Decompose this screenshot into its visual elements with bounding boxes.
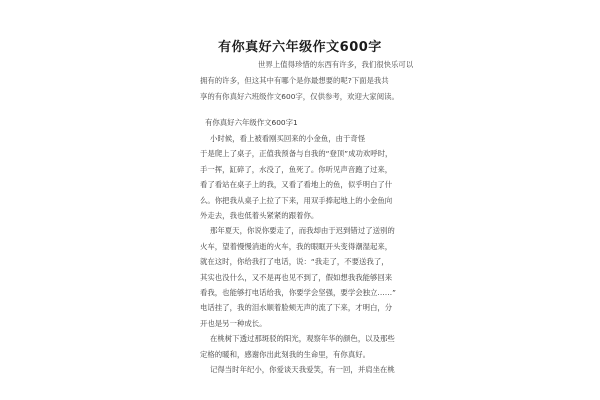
- intro-line: 享的有你真好六班级作文600字，仅供参考，欢迎大家阅读。: [200, 92, 399, 101]
- body-line: 那年夏天，你说你要走了，而我却由于迟到错过了送别的: [210, 226, 395, 236]
- body-line: 其实也没什么，又不是再也见不到了，假如想我我能够回来: [200, 272, 393, 282]
- body-line: 于是爬上了桌子，正值我预备与自我的“登顶”成功欢呼时，: [200, 149, 393, 159]
- body-line: 就在这时，你给我打了电话，说：“我走了，不要送我了，: [200, 257, 389, 267]
- body-line: 么。你把我从桌子上拉了下来，用双手捧起地上的小金鱼向: [200, 195, 393, 205]
- body-line: 记得当时年纪小，你爱谈天我爱笑，有一回，并肩坐在桃: [210, 365, 395, 375]
- body-line: 电话挂了，我的泪水顺着脸颊无声的流了下来，才明白，分: [200, 303, 393, 313]
- body-line: 外走去，我也低着头紧紧的跟着你。: [200, 211, 319, 221]
- intro-paragraph: [200, 57, 430, 105]
- body-line: 火车，望着慢慢消逝的火车，我的眼眶开头变得潮湿起来，: [200, 241, 393, 251]
- body-line: 看我，也能够打电话给我，你要学会坚强，要学会独立……”: [200, 288, 396, 298]
- body-line: 开也是另一种成长。: [200, 318, 267, 328]
- intro-line: 拥有的许多，但这其中有哪个是你最想要的呢?下面是我共: [200, 76, 389, 85]
- body-line: 看了看站在桌子上的我，又看了看地上的鱼，似乎明白了什: [200, 180, 393, 190]
- article-body: [200, 115, 435, 378]
- body-line: 定格的暖和，感谢你出此刻我的生命里，有你真好。: [200, 349, 370, 359]
- section-heading: 有你真好六年级作文600字1: [205, 118, 298, 127]
- body-line: 在桃树下透过那斑驳的阳光，观察年华的颜色，以及那些: [210, 334, 395, 344]
- intro-line: 世界上值得珍惜的东西有许多，我们很快乐可以: [258, 60, 414, 69]
- document-title: 有你真好六年级作文600字: [218, 40, 382, 55]
- body-line: 小时候，看上被看刚买回来的小金鱼，由于奇怪: [210, 134, 366, 143]
- body-line: 手一挥，缸碎了，水没了，鱼死了。你听见声音跑了过来，: [200, 164, 393, 174]
